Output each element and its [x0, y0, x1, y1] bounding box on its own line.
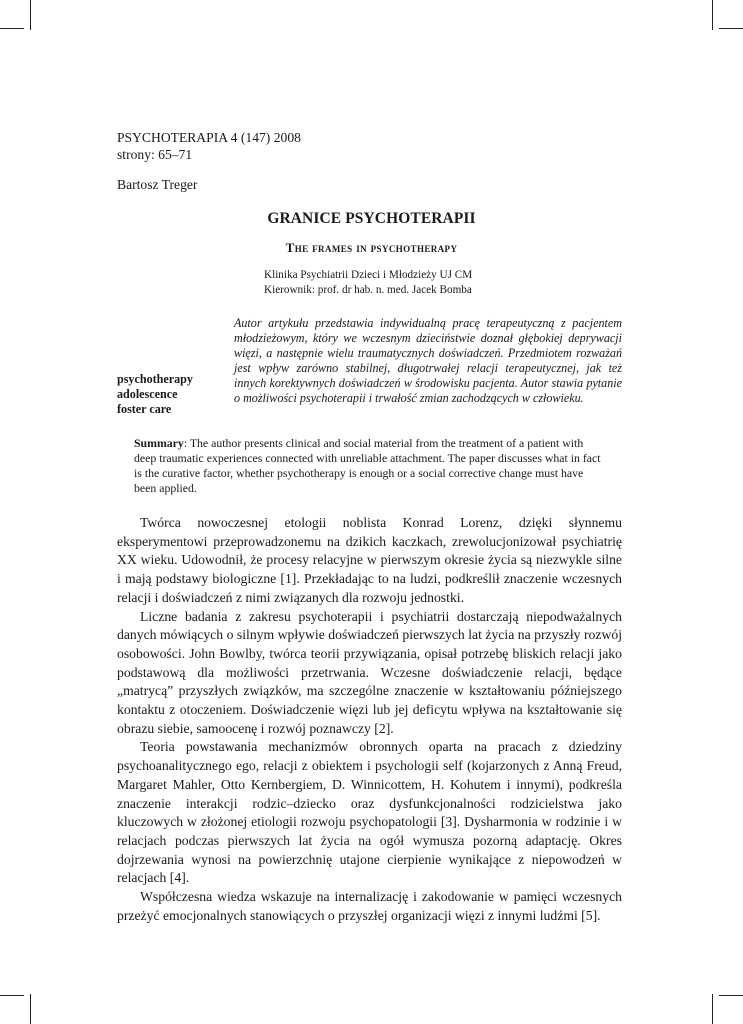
- paragraph: Teoria powstawania mechanizmów obronnych oparta na pracach z dziedziny psychoanalitycznego ego, relacji z obiektem i psychologii self (kojarzonych z Anną Freud, Margaret Mahler, Otto Kernbergiem, D. Winnicottem, H. Kohutem i innymi), podkreśla znaczenie interakcji rodzic–dziecko oraz dysfunkcjonalności rodzicielstwa jako kluczowych w złożonej etiologii rozwoju psychopatologii [3]. Dysharmonia w rodzinie i w relacjach podczas pierwszych lat życia na ogół wymusza pozorną adaptację. Okres dojrzewania wynosi na powierzchnię utajone cierpienie wynikające z niepowodzeń w relacjach [4].: [117, 739, 622, 886]
- summary-english: [134, 436, 604, 496]
- crop-mark: [0, 995, 24, 996]
- paragraph: Współczesna wiedza wskazuje na internalizację i zakodowanie w pamięci wczesnych przeżyć emocjonalnych stanowiących o przyszłej organizacji więzi z innymi ludźmi [5].: [117, 889, 622, 923]
- abstract-polish: Autor artykułu przedstawia indywidualną pracę terapeutyczną z pacjentem młodzieżowym, który we wczesnym dzieciństwie doznał głębokiej deprywacji więzi, a następnie wielu traumatycznych doświadczeń. Przedmiotem rozważań jest wpływ zarówno stabilnej, długotrwałej relacji terapeutycznej, jak też innych korektywnych doświadczeń w środowisku pacjenta. Autor stawia pytanie o możliwości psychoterapii i trwałość zmian zachodzących w człowieku.: [234, 316, 622, 406]
- journal-header: [117, 129, 301, 163]
- crop-mark: [719, 995, 743, 996]
- crop-mark: [30, 0, 31, 30]
- summary-label: Summary: [134, 436, 184, 450]
- paragraph: Twórca nowoczesnej etologii noblista Konrad Lorenz, dzięki słynnemu eksperymentowi przeprowadzonemu na dzikich kaczkach, zrewolucjonizował psychiatrię XX wieku. Udowodnił, że procesy relacyjne w pierwszym okresie życia są niezwykle silne i mają podstawy biologiczne [1]. Przekładając to na ludzi, podkreślił znaczenie wczesnych relacji i doświadczeń z nimi związanych dla rozwoju jednostki.: [117, 515, 622, 605]
- author-name: Bartosz Treger: [117, 177, 198, 192]
- keyword: adolescence: [117, 387, 178, 402]
- paper-title: GRANICE PSYCHOTERAPII: [267, 210, 476, 227]
- journal-pages: strony: 65–71: [117, 147, 193, 162]
- keyword: psychotherapy: [117, 372, 193, 386]
- crop-mark: [0, 28, 24, 29]
- keyword: foster care: [117, 402, 172, 417]
- crop-mark: [30, 994, 31, 1024]
- crop-mark: [712, 0, 713, 30]
- crop-mark: [712, 994, 713, 1024]
- affiliation: [264, 268, 472, 298]
- affiliation-clinic: Klinika Psychiatrii Dzieci i Młodzieży UJ CM: [264, 269, 473, 281]
- journal-issue: PSYCHOTERAPIA 4 (147) 2008: [117, 130, 301, 145]
- affiliation-head: Kierownik: prof. dr hab. n. med. Jacek Bomba: [264, 284, 472, 296]
- crop-mark: [719, 28, 743, 29]
- body-text: [117, 514, 622, 925]
- summary-text: : The author presents clinical and social material from the treatment of a patient with deep traumatic experiences connected with unreliable attachment. The paper discusses what in fact is the curative factor, whether psychotherapy is enough or a social corrective change must have been applied.: [134, 436, 601, 496]
- keywords: [117, 372, 193, 418]
- paragraph: Liczne badania z zakresu psychoterapii i psychiatrii dostarczają niepodważalnych danych mówiących o silnym wpływie doświadczeń pierwszych lat życia na przyszły rozwój osobowości. John Bowlby, twórca teorii przywiązania, opisał potrzebę bliskich relacji jako podstawową dla możliwości przetrwania. Wczesne doświadczenie relacji, będące „matrycą” przyszłych związków, ma szczególne znaczenie w kształtowaniu późniejszego kontaktu z otoczeniem. Doświadczenie więzi lub jej deficytu wpływa na kształtowanie się obrazu siebie, samoocenę i rozwój poznawczy [2].: [117, 608, 622, 736]
- paper-subtitle: The frames in psychotherapy: [285, 240, 458, 255]
